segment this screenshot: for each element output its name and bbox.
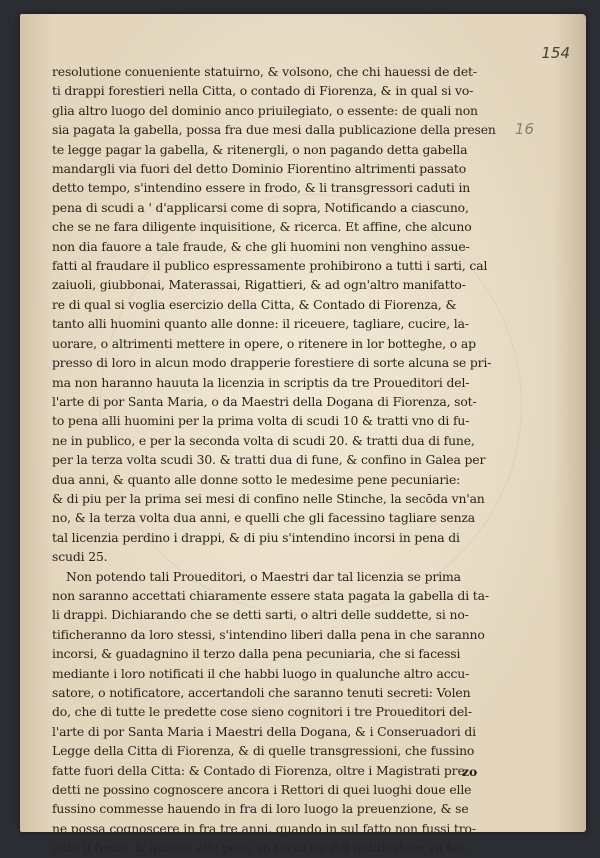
catchword: zo <box>462 764 478 779</box>
text-line: glia altro luogo del dominio anco priuilegiato, o essente: de quali non <box>52 102 478 118</box>
text-line: fussino commesse hauendo in fra di loro luogo la preuenzione, & se <box>52 801 469 817</box>
text-line: ti drappi forestieri nella Citta, o contado di Fiorenza, & in qual si vo- <box>52 83 474 99</box>
text-line: l'arte di por Santa Maria i Maestri della Dogana, & i Conseruadori di <box>52 723 476 739</box>
text-line: scudi 25. <box>52 549 108 565</box>
text-line: presso di loro in alcun modo drapperie forestiere di sorte alcuna se pri- <box>52 355 492 371</box>
text-line: sia pagata la gabella, possa fra due mesi dalla publicazione della presen <box>52 122 496 138</box>
text-line: per la terza volta scudi 30. & tratti dua di fune, & confino in Galea per <box>52 452 486 468</box>
text-line: dua anni, & quanto alle donne sotto le medesime pene pecuniarie: <box>52 471 461 487</box>
text-line: & di piu per la prima sei mesi di confino nelle Stinche, la secōda vn'an <box>52 490 485 506</box>
text-line: zaiuoli, giubbonai, Materassai, Rigattieri, & ad ogn'altro manifatto- <box>52 277 466 293</box>
text-line: ne in publico, e per la seconda volta di scudi 20. & tratti dua di fune, <box>52 432 475 448</box>
text-line: che se ne fara diligente inquisitione, & ricerca. Et affine, che alcuno <box>52 219 472 235</box>
text-line: Non potendo tali Proueditori, o Maestri dar tal licenzia se prima <box>66 568 461 584</box>
paragraph-2 <box>52 567 512 858</box>
text-line: non saranno accettati chiaramente essere stata pagata la gabella di ta- <box>52 587 489 603</box>
text-line: incorsi, & guadagnino il terzo dalla pena pecuniaria, che si facessi <box>52 646 461 662</box>
text-line: re di qual si voglia esercizio della Citta, & Contado di Fiorenza, & <box>52 296 457 312</box>
text-line: te legge pagar la gabella, & ritenergli, o non pagando detta gabella <box>52 141 468 157</box>
book-page <box>20 14 586 856</box>
text-line: non dia fauore a tale fraude, & che gli huomini non venghino assue- <box>52 238 470 254</box>
text-line: detti ne possino cognoscere ancora i Rettori di quei luoghi doue elle <box>52 782 472 798</box>
text-line: mandargli via fuori del detto Dominio Fiorentino altrimenti passato <box>52 161 467 177</box>
text-line: ma non haranno hauuta la licenzia in scriptis da tre Proueditori del- <box>52 374 470 390</box>
text-line: resolutione conueniente statuirno, & volsono, che chi hauessi de det- <box>52 64 477 79</box>
paragraph-1 <box>52 62 512 567</box>
text-line: uato il frodo: & quanto alle pene vn terzo sia del notificatore vn ter- <box>52 840 469 856</box>
text-line: do, che di tutte le predette cose sieno cognitori i tre Proueditori del- <box>52 704 472 720</box>
text-line: tificheranno da loro stessi, s'intendino liberi dalla pena in che saranno <box>52 626 485 642</box>
text-line: detto tempo, s'intendino essere in frodo, & li transgressori caduti in <box>52 180 471 196</box>
text-line: fatti al fraudare il publico espressamente prohibirono a tutti i sarti, cal <box>52 258 488 274</box>
text-line: mediante i loro notificati il che habbi luogo in qualunche altro accu- <box>52 665 470 681</box>
body-text <box>52 62 512 858</box>
text-line: Legge della Citta di Fiorenza, & di quelle transgressioni, che fussino <box>52 743 475 759</box>
text-line: satore, o notificatore, accertandoli che saranno tenuti secreti: Volen <box>52 685 471 700</box>
folio-number: 154 <box>541 44 570 62</box>
text-line: fatte fuori della Citta: & Contado di Fiorenza, oltre i Magistrati pre <box>52 762 465 778</box>
text-line: pena di scudi a ' d'applicarsi come di sopra, Notificando a ciascuno, <box>52 199 469 215</box>
text-line: tal licenzia perdino i drappi, & di piu s'intendino incorsi in pena di <box>52 529 460 545</box>
text-line: l'arte di por Santa Maria, o da Maestri della Dogana di Fiorenza, sot- <box>52 393 477 409</box>
margin-note: 16 <box>514 120 534 138</box>
text-line: tanto alli huomini quanto alle donne: il riceuere, tagliare, cucire, la- <box>52 316 469 332</box>
text-line: li drappi. Dichiarando che se detti sarti, o altri delle suddette, si no- <box>52 607 469 623</box>
text-line: to pena alli huomini per la prima volta di scudi 10 & tratti vno di fu- <box>52 413 470 429</box>
text-line: ne possa cognoscere in fra tre anni, quando in sul fatto non fussi tro- <box>52 820 476 836</box>
text-line: no, & la terza volta dua anni, e quelli che gli facessino tagliare senza <box>52 510 476 526</box>
text-line: uorare, o altrimenti mettere in opere, o ritenere in lor botteghe, o ap <box>52 335 476 351</box>
